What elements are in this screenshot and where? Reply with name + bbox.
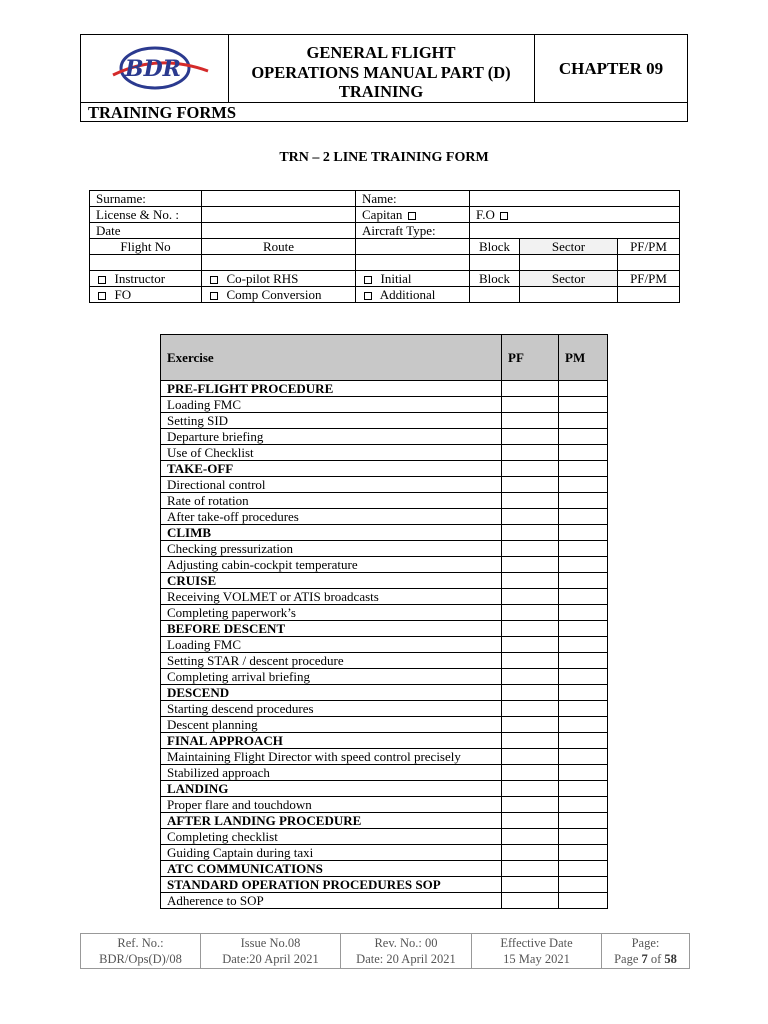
exercise-row: [161, 541, 608, 557]
pf-field[interactable]: [502, 605, 559, 621]
route-header: Route: [202, 239, 356, 255]
pf-field[interactable]: [502, 445, 559, 461]
pf-field[interactable]: [502, 557, 559, 573]
pf-field[interactable]: [502, 413, 559, 429]
checkbox-icon[interactable]: [210, 292, 218, 300]
exercise-section-label: BEFORE DESCENT: [161, 621, 502, 637]
pfpm-field[interactable]: [618, 287, 680, 303]
exercise-label: Receiving VOLMET or ATIS broadcasts: [161, 589, 502, 605]
pfpm-header: PF/PM: [618, 271, 680, 287]
exercise-label: Loading FMC: [161, 397, 502, 413]
pm-field[interactable]: [559, 509, 608, 525]
exercise-section-label: CLIMB: [161, 525, 502, 541]
name-field[interactable]: [470, 191, 680, 207]
exercise-label: Proper flare and touchdown: [161, 797, 502, 813]
pm-field[interactable]: [559, 493, 608, 509]
pf-field[interactable]: [502, 621, 559, 637]
checkbox-icon[interactable]: [98, 276, 106, 284]
pm-field[interactable]: [559, 621, 608, 637]
exercise-table: [160, 334, 608, 909]
pm-field[interactable]: [559, 797, 608, 813]
checkbox-icon[interactable]: [500, 212, 508, 220]
pm-field[interactable]: [559, 685, 608, 701]
exercise-rows: [161, 381, 608, 909]
pf-field[interactable]: [502, 381, 559, 397]
pf-field[interactable]: [502, 541, 559, 557]
route-field[interactable]: [202, 255, 356, 271]
exercise-label: Use of Checklist: [161, 445, 502, 461]
exercise-section-row: [161, 861, 608, 877]
ref-cell: [81, 934, 201, 969]
rev-label: Rev. No.: 00: [374, 936, 438, 950]
pm-field[interactable]: [559, 701, 608, 717]
exercise-section-row: [161, 381, 608, 397]
exercise-label: Checking pressurization: [161, 541, 502, 557]
exercise-section-row: [161, 733, 608, 749]
pm-field[interactable]: [559, 541, 608, 557]
pm-field[interactable]: [559, 749, 608, 765]
exercise-section-label: ATC COMMUNICATIONS: [161, 861, 502, 877]
sector-header: Sector: [520, 239, 618, 255]
copilot-label: Co-pilot RHS: [226, 271, 299, 286]
pm-field[interactable]: [559, 781, 608, 797]
exercise-label: Loading FMC: [161, 637, 502, 653]
exercise-label: Rate of rotation: [161, 493, 502, 509]
exercise-label: Guiding Captain during taxi: [161, 845, 502, 861]
pm-field[interactable]: [559, 381, 608, 397]
checkbox-icon[interactable]: [408, 212, 416, 220]
pf-field[interactable]: [502, 701, 559, 717]
pm-field[interactable]: [559, 525, 608, 541]
form-title: TRN – 2 LINE TRAINING FORM: [279, 150, 489, 165]
aircraft-type-field[interactable]: [470, 223, 680, 239]
block-header: Block: [470, 271, 520, 287]
exercise-row: [161, 749, 608, 765]
exercise-section-label: STANDARD OPERATION PROCEDURES SOP: [161, 877, 502, 893]
exercise-row: [161, 557, 608, 573]
logo-cell: [81, 35, 229, 102]
manual-title: [228, 35, 535, 102]
pf-field[interactable]: [502, 573, 559, 589]
initial-label: Initial: [380, 271, 412, 286]
capitan-option[interactable]: [356, 207, 470, 223]
pm-field[interactable]: [559, 877, 608, 893]
exercise-label: Adherence to SOP: [161, 893, 502, 909]
fo-option[interactable]: [90, 287, 202, 303]
page-cell: [602, 934, 690, 969]
exercise-section-row: [161, 525, 608, 541]
page-header: [80, 34, 688, 122]
issue-cell: [201, 934, 341, 969]
checkbox-icon[interactable]: [98, 292, 106, 300]
page-footer: [80, 933, 690, 969]
pm-field[interactable]: [559, 893, 608, 909]
exercise-row: [161, 429, 608, 445]
pfpm-header: PF/PM: [618, 239, 680, 255]
exercise-label: Starting descend procedures: [161, 701, 502, 717]
additional-label: Additional: [379, 287, 436, 302]
surname-field[interactable]: [202, 191, 356, 207]
pm-field[interactable]: [559, 829, 608, 845]
bdr-logo: [103, 43, 213, 93]
effective-label: Effective Date: [500, 936, 573, 950]
exercise-section-row: [161, 781, 608, 797]
pm-field[interactable]: [559, 477, 608, 493]
pf-field[interactable]: [502, 461, 559, 477]
capitan-label: Capitan: [362, 207, 403, 222]
exercise-row: [161, 829, 608, 845]
pm-field[interactable]: [559, 861, 608, 877]
exercise-section-row: [161, 621, 608, 637]
exercise-row: [161, 653, 608, 669]
pf-field[interactable]: [502, 749, 559, 765]
pm-field[interactable]: [559, 445, 608, 461]
pf-field[interactable]: [502, 733, 559, 749]
pm-field[interactable]: [559, 765, 608, 781]
exercise-row: [161, 845, 608, 861]
pf-field[interactable]: [502, 717, 559, 733]
exercise-row: [161, 493, 608, 509]
pf-field[interactable]: [502, 669, 559, 685]
exercise-label: Maintaining Flight Director with speed control precisely: [161, 749, 502, 765]
exercise-section-label: AFTER LANDING PROCEDURE: [161, 813, 502, 829]
sector-header: Sector: [520, 271, 618, 287]
pf-field[interactable]: [502, 477, 559, 493]
exercise-row: [161, 477, 608, 493]
fo-option[interactable]: [470, 207, 680, 223]
title-line: OPERATIONS MANUAL PART (D): [251, 62, 511, 82]
page-number: [604, 951, 687, 967]
pm-field[interactable]: [559, 637, 608, 653]
pf-field[interactable]: [502, 861, 559, 877]
page-total: 58: [664, 952, 677, 966]
exercise-label: Completing paperwork’s: [161, 605, 502, 621]
pm-field[interactable]: [559, 413, 608, 429]
pf-field[interactable]: [502, 589, 559, 605]
exercise-header: Exercise: [161, 335, 502, 381]
logo-text: BDR: [125, 56, 181, 82]
effective-cell: [472, 934, 602, 969]
exercise-section-row: [161, 461, 608, 477]
pm-header: PM: [559, 335, 608, 381]
date-field[interactable]: [202, 223, 356, 239]
pm-field[interactable]: [559, 573, 608, 589]
rev-date: Date: 20 April 2021: [356, 952, 456, 966]
name-label: Name:: [356, 191, 470, 207]
surname-label: Surname:: [90, 191, 202, 207]
title-line: TRAINING: [338, 82, 424, 101]
initial-option[interactable]: [356, 271, 470, 287]
exercise-label: Setting STAR / descent procedure: [161, 653, 502, 669]
pm-field[interactable]: [559, 813, 608, 829]
instructor-label: Instructor: [114, 271, 166, 286]
blank-field[interactable]: [356, 255, 470, 271]
pf-field[interactable]: [502, 781, 559, 797]
exercise-row: [161, 797, 608, 813]
checkbox-icon[interactable]: [210, 276, 218, 284]
exercise-row: [161, 605, 608, 621]
block-field[interactable]: [470, 255, 520, 271]
exercise-label: Descent planning: [161, 717, 502, 733]
exercise-row: [161, 509, 608, 525]
pm-field[interactable]: [559, 653, 608, 669]
page-label: Page:: [631, 936, 660, 950]
exercise-row: [161, 637, 608, 653]
exercise-section-label: TAKE-OFF: [161, 461, 502, 477]
pf-field[interactable]: [502, 429, 559, 445]
issue-date: Date:20 April 2021: [222, 952, 319, 966]
pm-field[interactable]: [559, 397, 608, 413]
exercise-section-row: [161, 813, 608, 829]
pm-field[interactable]: [559, 845, 608, 861]
exercise-row: [161, 445, 608, 461]
pf-field[interactable]: [502, 813, 559, 829]
pm-field[interactable]: [559, 733, 608, 749]
exercise-row: [161, 765, 608, 781]
license-label: License & No. :: [90, 207, 202, 223]
license-field[interactable]: [202, 207, 356, 223]
exercise-row: [161, 669, 608, 685]
sector-field[interactable]: [520, 255, 618, 271]
copilot-option[interactable]: [202, 271, 356, 287]
pf-field[interactable]: [502, 637, 559, 653]
exercise-section-label: PRE-FLIGHT PROCEDURE: [161, 381, 502, 397]
pf-field[interactable]: [502, 397, 559, 413]
exercise-label: Adjusting cabin-cockpit temperature: [161, 557, 502, 573]
pm-field[interactable]: [559, 557, 608, 573]
ref-value: BDR/Ops(D)/08: [99, 952, 182, 966]
exercise-section-row: [161, 573, 608, 589]
exercise-section-label: LANDING: [161, 781, 502, 797]
page-of: of: [650, 952, 662, 966]
pm-field[interactable]: [559, 589, 608, 605]
exercise-label: After take-off procedures: [161, 509, 502, 525]
pf-field[interactable]: [502, 509, 559, 525]
exercise-row: [161, 701, 608, 717]
instructor-option[interactable]: [90, 271, 202, 287]
exercise-label: Completing checklist: [161, 829, 502, 845]
exercise-section-row: [161, 685, 608, 701]
effective-date: 15 May 2021: [503, 952, 570, 966]
exercise-label: Completing arrival briefing: [161, 669, 502, 685]
exercise-row: [161, 589, 608, 605]
checkbox-icon[interactable]: [364, 292, 372, 300]
exercise-label: Directional control: [161, 477, 502, 493]
exercise-section-row: [161, 877, 608, 893]
section-title: TRAINING FORMS: [81, 102, 687, 121]
ref-label: Ref. No.:: [117, 936, 164, 950]
exercise-label: Departure briefing: [161, 429, 502, 445]
pf-field[interactable]: [502, 493, 559, 509]
blank-header: [356, 239, 470, 255]
exercise-row: [161, 893, 608, 909]
pf-header: PF: [502, 335, 559, 381]
checkbox-icon[interactable]: [364, 276, 372, 284]
comp-conversion-label: Comp Conversion: [226, 287, 322, 302]
pm-field[interactable]: [559, 605, 608, 621]
comp-conversion-option[interactable]: [202, 287, 356, 303]
exercise-section-label: FINAL APPROACH: [161, 733, 502, 749]
pf-field[interactable]: [502, 845, 559, 861]
trainee-info-table: [89, 190, 680, 303]
pf-field[interactable]: [502, 797, 559, 813]
pf-field[interactable]: [502, 877, 559, 893]
exercise-row: [161, 397, 608, 413]
pf-field[interactable]: [502, 765, 559, 781]
pf-field[interactable]: [502, 525, 559, 541]
fo-short-label: F.O: [476, 207, 495, 222]
pf-field[interactable]: [502, 893, 559, 909]
pf-field[interactable]: [502, 685, 559, 701]
exercise-section-label: CRUISE: [161, 573, 502, 589]
flight-no-header: Flight No: [90, 239, 202, 255]
pm-field[interactable]: [559, 429, 608, 445]
pf-field[interactable]: [502, 653, 559, 669]
issue-label: Issue No.08: [240, 936, 301, 950]
sector-field[interactable]: [520, 287, 618, 303]
flight-no-field[interactable]: [90, 255, 202, 271]
pm-field[interactable]: [559, 669, 608, 685]
exercise-label: Stabilized approach: [161, 765, 502, 781]
chapter-label: CHAPTER 09: [558, 58, 664, 78]
exercise-label: Setting SID: [161, 413, 502, 429]
fo-label: FO: [114, 287, 132, 302]
pf-field[interactable]: [502, 829, 559, 845]
pfpm-field[interactable]: [618, 255, 680, 271]
block-header: Block: [470, 239, 520, 255]
pm-field[interactable]: [559, 461, 608, 477]
exercise-section-label: DESCEND: [161, 685, 502, 701]
date-label: Date: [90, 223, 202, 239]
page-current: 7: [641, 952, 648, 966]
rev-cell: [341, 934, 472, 969]
exercise-row: [161, 413, 608, 429]
pm-field[interactable]: [559, 717, 608, 733]
exercise-row: [161, 717, 608, 733]
page-prefix: Page: [614, 952, 639, 966]
aircraft-type-label: Aircraft Type:: [356, 223, 470, 239]
block-field[interactable]: [470, 287, 520, 303]
additional-option[interactable]: [356, 287, 470, 303]
title-line: GENERAL FLIGHT: [306, 43, 456, 62]
